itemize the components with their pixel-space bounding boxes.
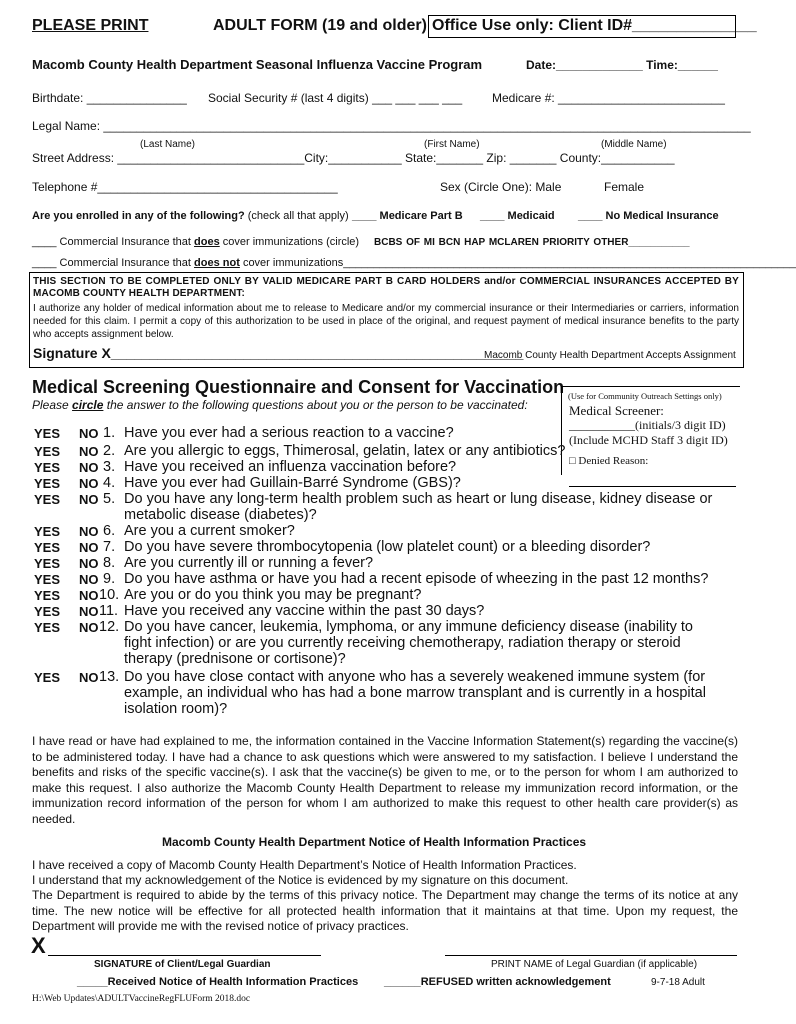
yes-option[interactable]: YES <box>34 492 61 507</box>
signature-x-mark: X <box>31 933 46 958</box>
privacy-line-1: I have received a copy of Macomb County Health Department’s Notice of Health Information Practices. <box>32 858 577 872</box>
enrolled-note: (check all that apply) <box>247 210 349 222</box>
denied-reason-line[interactable] <box>569 486 736 487</box>
accepts-assignment-label: Macomb County Health Department Accepts Assignment <box>484 350 736 361</box>
telephone-field[interactable]: Telephone #____________________________________ <box>32 180 338 194</box>
medicare-part-b-checkbox[interactable]: ____ Medicare Part B <box>352 210 463 222</box>
question-number: 13. <box>99 669 120 685</box>
question-number: 11. <box>99 603 119 619</box>
question-text: Do you have severe thrombocytopenia (low platelet count) or a bleeding disorder? <box>124 539 651 555</box>
privacy-body: The Department is required to abide by the terms of this privacy notice. The Department may change the terms of its notice at any time. The new notice will be effective for all protected health information that it maintains at that time. Upon my request, the Department will provide me with the revised notice of privacy practices. <box>32 888 738 933</box>
no-option[interactable]: NO <box>79 588 99 603</box>
middle-name-caption: (Middle Name) <box>601 139 667 150</box>
sex-male-option[interactable]: Sex (Circle One): Male <box>440 180 562 194</box>
no-option[interactable]: NO <box>79 556 99 571</box>
insurance-plans-options[interactable]: BCBS OF MI BCN HAP MCLAREN PRIORITY OTHER___________ <box>374 237 690 248</box>
no-option[interactable]: NO <box>79 540 99 555</box>
question-text-continued: fight infection) or are you currently receiving chemotherapy, radiation therapy or steroid <box>124 635 681 651</box>
screener-initials-field[interactable]: ___________(initials/3 digit ID) <box>569 418 726 432</box>
question-text: Do you have asthma or have you had a recent episode of wheezing in the past 12 months? <box>124 571 709 587</box>
screener-note: (Use for Community Outreach Settings only) <box>568 391 722 401</box>
birthdate-field[interactable]: Birthdate: _______________ <box>32 91 187 105</box>
refused-acknowledgement-checkbox[interactable]: ______REFUSED written acknowledgement <box>384 976 611 988</box>
question-text-continued: metabolic disease (diabetes)? <box>124 507 317 523</box>
question-text: Are you allergic to eggs, Thimerosal, gelatin, latex or any antibiotics? <box>124 443 566 459</box>
no-option[interactable]: NO <box>79 620 99 635</box>
yes-option[interactable]: YES <box>34 604 61 619</box>
office-use-client-id[interactable]: Office Use only: Client ID#______________ <box>428 15 736 38</box>
question-number: 9. <box>103 571 116 587</box>
question-text: Are you a current smoker? <box>124 523 295 539</box>
instruction-post: the answer to the following questions about you or the person to be vaccinated: <box>106 398 528 412</box>
authorization-heading: THIS SECTION TO BE COMPLETED ONLY BY VALID MEDICARE PART B CARD HOLDERS and/or COMMERCIAL INSURANCES ACCEPTED BY MACOMB COUNTY HEALTH DEPARTMENT: <box>33 276 739 299</box>
sex-female-option[interactable]: Female <box>604 180 645 194</box>
question-number: 5. <box>103 491 116 507</box>
first-name-caption: (First Name) <box>424 139 480 150</box>
consent-paragraph: I have read or have had explained to me, the information contained in the Vaccine Information Statement(s) regarding the vaccine(s) to be administered today. I have had a chance to ask questions which were answered to my satisfaction. I believe I understand the benefits and risks of the specific vaccine(s). I ask that the vaccine(s) be given to me, or to the person for whom I am authorized to make this request. I also authorize the Macomb County Health Department to release my immunization record information, or the immunization record information of the person for whom I am authorized to make this request to other health care provider(s) as needed. <box>32 734 738 826</box>
question-text: Do you have close contact with anyone who has a severely weakened immune system (for <box>124 669 706 685</box>
commercial-does-pre: ____ Commercial Insurance that <box>32 236 191 248</box>
question-text: Do you have cancer, leukemia, lymphoma, or any immune deficiency disease (inability to <box>124 619 693 635</box>
guardian-print-line[interactable] <box>445 955 737 956</box>
no-option[interactable]: NO <box>79 670 99 685</box>
ssn-field[interactable]: Social Security # (last 4 digits) ___ ___ ___ ___ <box>208 91 463 105</box>
commercial-not-pre: ____ Commercial Insurance that <box>32 257 191 269</box>
no-option[interactable]: NO <box>79 604 99 619</box>
commercial-does-word: does <box>194 236 220 248</box>
signature-label: SIGNATURE of Client/Legal Guardian <box>94 959 271 970</box>
no-insurance-checkbox[interactable]: ____ No Medical Insurance <box>578 210 719 222</box>
commercial-does-post: cover immunizations (circle) <box>222 236 360 248</box>
legal-name-field[interactable]: Legal Name: _________________________________________________________________________________________________ <box>32 119 751 133</box>
question-number: 12. <box>99 619 120 635</box>
screening-instruction <box>32 398 528 412</box>
question-text: Have you received any vaccine within the past 30 days? <box>124 603 485 619</box>
form-type-label: ADULT FORM (19 and older) <box>213 17 427 34</box>
commercial-does-not-checkbox[interactable] <box>32 257 796 269</box>
yes-option[interactable]: YES <box>34 524 61 539</box>
no-option[interactable]: NO <box>79 524 99 539</box>
yes-option[interactable]: YES <box>34 444 61 459</box>
question-text: Do you have any long-term health problem such as heart or lung disease, kidney disease or <box>124 491 713 507</box>
form-version: 9-7-18 Adult <box>651 977 705 988</box>
client-signature-line[interactable] <box>48 955 321 956</box>
question-text-continued: example, an individual who has had a bone marrow transplant and is currently in a hospital <box>124 685 706 701</box>
yes-option[interactable]: YES <box>34 588 61 603</box>
question-text-continued: isolation room)? <box>124 701 228 717</box>
question-text: Are you currently ill or running a fever? <box>124 555 374 571</box>
screener-label: Medical Screener: <box>569 403 664 418</box>
no-option[interactable]: NO <box>79 572 99 587</box>
question-text-continued: therapy (prednisone or cortisone)? <box>124 651 346 667</box>
enrolled-question <box>32 210 349 222</box>
program-title: Macomb County Health Department Seasonal Influenza Vaccine Program <box>32 57 483 72</box>
print-name-label: PRINT NAME of Legal Guardian (if applicable) <box>491 959 698 970</box>
file-path: H:\Web Updates\ADULTVaccineRegFLUForm 2018.doc <box>32 994 251 1004</box>
question-text: Have you received an influenza vaccination before? <box>124 459 457 475</box>
no-option[interactable]: NO <box>79 476 99 491</box>
instruction-circle: circle <box>72 398 104 412</box>
question-number: 4. <box>103 475 116 491</box>
question-number: 1. <box>103 425 116 441</box>
question-number: 2. <box>103 443 116 459</box>
street-address-field[interactable]: Street Address: ____________________________City:___________ State:_______ Zip: _______ County:___________ <box>32 151 675 165</box>
question-text: Have you ever had Guillain-Barré Syndrome (GBS)? <box>124 475 461 491</box>
yes-option[interactable]: YES <box>34 620 61 635</box>
instruction-pre: Please <box>32 398 69 412</box>
privacy-title: Macomb County Health Department Notice of Health Information Practices <box>162 835 587 849</box>
medicaid-checkbox[interactable]: ____ Medicaid <box>480 210 555 222</box>
no-option[interactable]: NO <box>79 426 99 441</box>
commercial-does-checkbox[interactable] <box>32 236 359 248</box>
screener-include-note: (Include MCHD Staff 3 digit ID) <box>569 433 728 447</box>
last-name-caption: (Last Name) <box>140 139 196 150</box>
no-option[interactable]: NO <box>79 492 99 507</box>
question-text: Are you or do you think you may be pregnant? <box>124 587 422 603</box>
yes-option[interactable]: YES <box>34 556 61 571</box>
commercial-not-post: cover immunizations__________________________________________________________________________ <box>242 257 796 269</box>
no-option[interactable]: NO <box>79 460 99 475</box>
please-print-label: PLEASE PRINT <box>32 17 149 34</box>
question-number: 8. <box>103 555 116 571</box>
screening-title: Medical Screening Questionnaire and Consent for Vaccination <box>32 377 565 397</box>
commercial-not-word: does not <box>194 257 240 269</box>
authorization-body: I authorize any holder of medical information about me to release to Medicare and/or my commercial insurance or their Intermediaries or carriers, information needed for this claim. I permit a copy of this authorization to be used in place of the original, and request payment of medical insurance benefits to the party who accepts assignment below. <box>33 303 739 340</box>
yes-option[interactable]: YES <box>34 460 61 475</box>
yes-option[interactable]: YES <box>34 670 61 685</box>
no-option[interactable]: NO <box>79 444 99 459</box>
enrolled-question-text: Are you enrolled in any of the following? <box>32 210 245 222</box>
received-notice-checkbox[interactable]: _____Received Notice of Health Information Practices <box>77 976 359 988</box>
question-number: 6. <box>103 523 116 539</box>
authorization-signature-field[interactable]: Signature X_____________________________________________________ <box>33 345 524 361</box>
question-text: Have you ever had a serious reaction to a vaccine? <box>124 425 454 441</box>
question-number: 10. <box>99 587 120 603</box>
question-number: 3. <box>103 459 116 475</box>
yes-option[interactable]: YES <box>34 572 61 587</box>
yes-option[interactable]: YES <box>34 476 61 491</box>
privacy-line-2: I understand that my acknowledgement of the Notice is evidenced by my signature on this document. <box>32 873 569 887</box>
yes-option[interactable]: YES <box>34 426 61 441</box>
question-number: 7. <box>103 539 116 555</box>
medicare-number-field[interactable]: Medicare #: _________________________ <box>492 91 725 105</box>
date-time-field[interactable]: Date:_____________ Time:______ <box>526 58 718 72</box>
yes-option[interactable]: YES <box>34 540 61 555</box>
denied-checkbox[interactable]: □ Denied Reason: <box>569 455 649 467</box>
